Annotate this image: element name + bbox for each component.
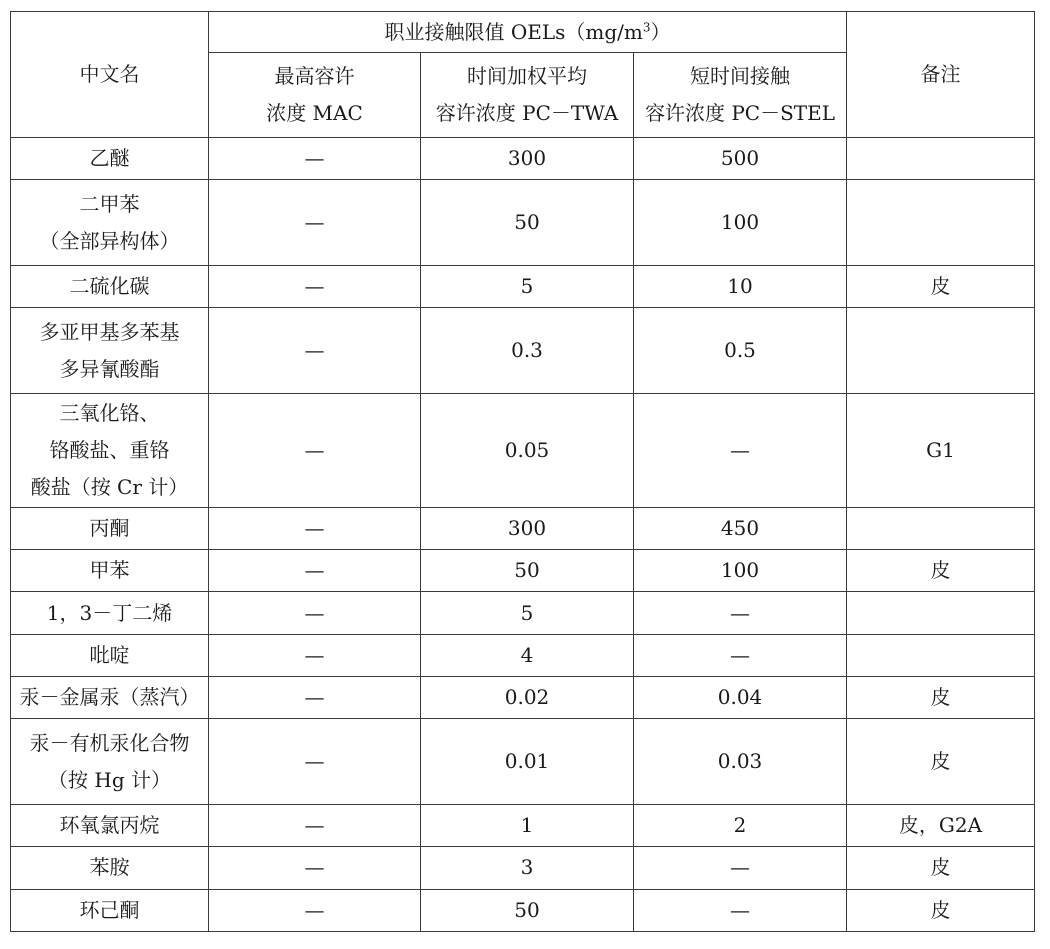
cell-chinese-name [11,138,209,180]
cell-stel: 450 [634,507,847,549]
cell-stel: — [634,592,847,634]
cell-mac: — [209,138,421,180]
cell-chinese-name [11,804,209,846]
cell-chinese-name [11,393,209,507]
chinese-name-line: 三氧化铬、 [59,400,160,425]
cell-chinese-name [11,550,209,592]
chinese-name-line: 吡啶 [89,642,130,667]
table-body [11,138,1035,932]
cell-twa: 300 [421,507,634,549]
cell-stel: 100 [634,550,847,592]
cell-mac: — [209,393,421,507]
cell-chinese-name [11,677,209,719]
table-row [11,265,1035,307]
cell-mac: — [209,507,421,549]
chinese-name-line: 多亚甲基多苯基 [39,319,180,344]
oel-table [10,11,1035,932]
cell-mac: — [209,592,421,634]
header-twa [421,53,634,138]
cell-twa: 5 [421,592,634,634]
header-row-1 [11,12,1035,53]
cell-twa: 4 [421,634,634,676]
cell-mac: — [209,804,421,846]
table-row [11,507,1035,549]
table-row [11,308,1035,394]
chinese-name-line: 甲苯 [89,558,130,583]
header-note: 备注 [847,12,1035,138]
chinese-name-line: （全部异构体） [39,228,180,253]
cell-twa: 50 [421,550,634,592]
chinese-name-line: 酸盐（按 Cr 计） [30,474,189,499]
cell-stel: 10 [634,265,847,307]
cell-stel: — [634,634,847,676]
header-mac-line-2: 浓度 MAC [266,101,363,125]
table-row [11,804,1035,846]
cell-note [847,180,1035,266]
header-mac [209,53,421,138]
header-oels-sup: 3 [642,19,651,34]
cell-chinese-name [11,265,209,307]
cell-note: 皮 [847,719,1035,805]
header-oels-suffix: ） [650,19,671,44]
cell-stel: 0.03 [634,719,847,805]
cell-mac: — [209,180,421,266]
cell-chinese-name [11,847,209,889]
cell-stel: 500 [634,138,847,180]
chinese-name-line: 1，3－丁二烯 [46,600,173,625]
cell-twa: 0.05 [421,393,634,507]
chinese-name-line: 环氧氯丙烷 [59,813,160,838]
cell-twa: 0.01 [421,719,634,805]
cell-mac: — [209,677,421,719]
cell-stel: 100 [634,180,847,266]
cell-note: G1 [847,393,1035,507]
cell-note [847,138,1035,180]
cell-twa: 5 [421,265,634,307]
header-stel-line-1: 短时间接触 [690,64,790,88]
cell-chinese-name [11,889,209,931]
chinese-name-line: 铬酸盐、重铬 [49,437,170,462]
header-twa-line-2: 容许浓度 PC－TWA [435,101,619,125]
chinese-name-line: 二甲苯 [79,191,140,216]
cell-twa: 0.3 [421,308,634,394]
cell-chinese-name [11,634,209,676]
table-row [11,719,1035,805]
cell-stel: 2 [634,804,847,846]
cell-note: 皮 [847,677,1035,719]
table-row [11,180,1035,266]
cell-stel: 0.5 [634,308,847,394]
header-mac-line-1: 最高容许 [274,64,355,88]
header-oels-prefix: 职业接触限值 OELs（mg/m [384,19,643,44]
chinese-name-line: 丙酮 [89,515,130,540]
cell-chinese-name [11,180,209,266]
cell-mac: — [209,889,421,931]
chinese-name-line: 环己酮 [79,897,140,922]
chinese-name-line: 多异氰酸酯 [59,356,160,381]
table-row [11,550,1035,592]
header-oels-group [209,12,847,53]
cell-mac: — [209,265,421,307]
header-twa-line-1: 时间加权平均 [467,64,587,88]
cell-mac: — [209,308,421,394]
table-row [11,847,1035,889]
cell-stel: 0.04 [634,677,847,719]
cell-note [847,592,1035,634]
header-stel-line-2: 容许浓度 PC－STEL [644,101,836,125]
cell-twa: 50 [421,180,634,266]
cell-mac: — [209,550,421,592]
cell-note: 皮 [847,889,1035,931]
chinese-name-line: 汞－金属汞（蒸汽） [19,685,200,710]
cell-note [847,634,1035,676]
cell-twa: 50 [421,889,634,931]
cell-chinese-name [11,308,209,394]
cell-twa: 1 [421,804,634,846]
chinese-name-line: 二硫化碳 [69,274,150,299]
table-row [11,634,1035,676]
table-row [11,393,1035,507]
cell-note [847,308,1035,394]
cell-stel: — [634,847,847,889]
cell-note [847,507,1035,549]
chinese-name-line: 苯胺 [89,855,130,880]
chinese-name-line: 乙醚 [89,146,130,171]
chinese-name-line: 汞－有机汞化合物 [29,730,190,755]
table-row [11,677,1035,719]
cell-twa: 300 [421,138,634,180]
header-stel [634,53,847,138]
table-row [11,138,1035,180]
cell-mac: — [209,719,421,805]
chinese-name-line: （按 Hg 计） [48,767,171,792]
cell-stel: — [634,393,847,507]
cell-mac: — [209,634,421,676]
header-chinese-name: 中文名 [11,12,209,138]
cell-twa: 0.02 [421,677,634,719]
cell-stel: — [634,889,847,931]
cell-note: 皮 [847,550,1035,592]
cell-note: 皮 [847,847,1035,889]
cell-chinese-name [11,507,209,549]
table-row [11,592,1035,634]
table-row [11,889,1035,931]
cell-note: 皮 [847,265,1035,307]
cell-twa: 3 [421,847,634,889]
cell-chinese-name [11,719,209,805]
cell-note: 皮，G2A [847,804,1035,846]
cell-chinese-name [11,592,209,634]
cell-mac: — [209,847,421,889]
